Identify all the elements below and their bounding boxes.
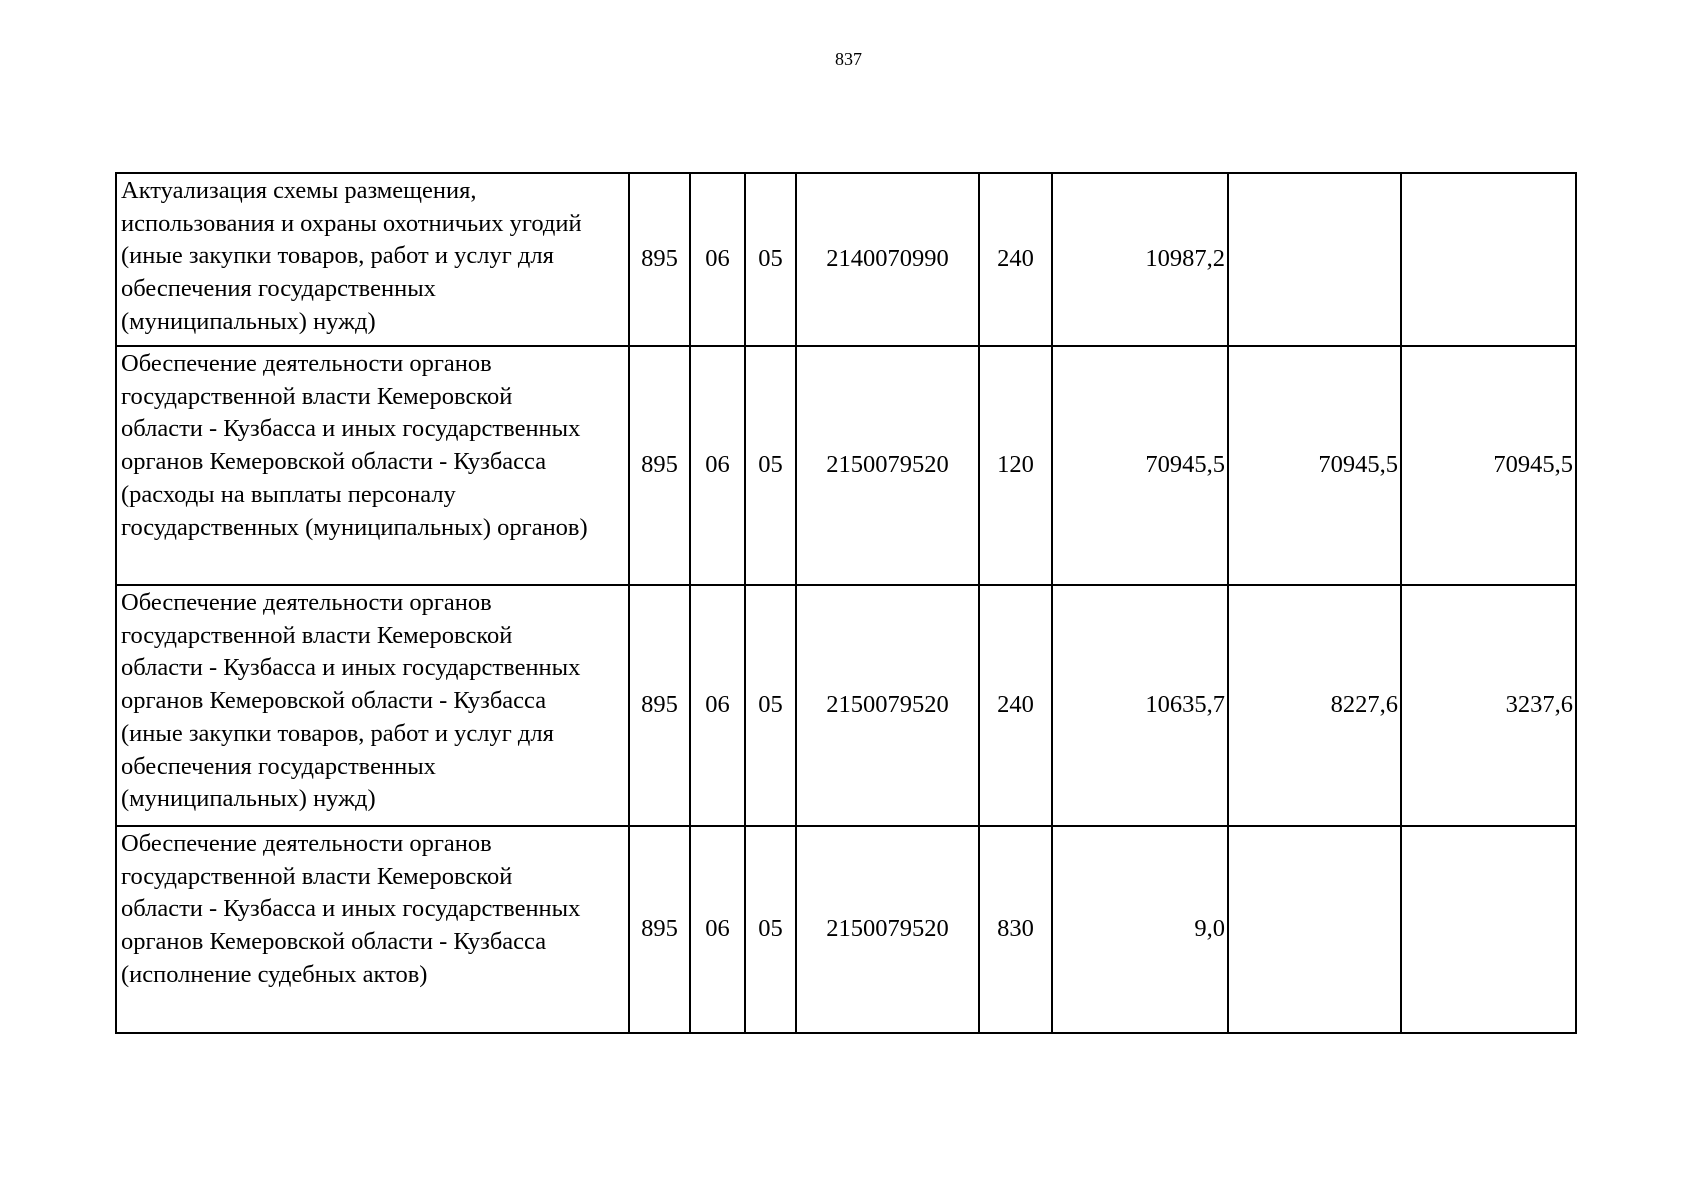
- description-cell: [116, 585, 629, 826]
- description-line: (муниципальных) нужд): [121, 785, 376, 813]
- description-line: обеспечения государственных: [121, 752, 436, 780]
- amount-cell-2: 8227,6: [1228, 585, 1401, 826]
- expense-type-cell: 830: [979, 826, 1052, 1033]
- description-cell: [116, 346, 629, 585]
- description-line: органов Кемеровской области - Кузбасса: [121, 687, 547, 715]
- expense-type-cell: 240: [979, 585, 1052, 826]
- section-code-cell: 06: [690, 173, 745, 346]
- description-line: государственной власти Кемеровской: [121, 382, 513, 410]
- subsection-code-cell: 05: [745, 826, 796, 1033]
- description-line: Обеспечение деятельности органов: [121, 350, 492, 377]
- description-line: государственных (муниципальных) органов): [121, 513, 588, 541]
- description-line: государственной власти Кемеровской: [121, 862, 513, 890]
- budget-table: [115, 172, 1577, 1034]
- amount-cell-1: 9,0: [1052, 826, 1228, 1033]
- description-cell: [116, 826, 629, 1033]
- section-code-cell: 06: [690, 826, 745, 1033]
- subsection-code-cell: 05: [745, 585, 796, 826]
- amount-cell-1: 10635,7: [1052, 585, 1228, 826]
- description-line: (расходы на выплаты персоналу: [121, 480, 456, 508]
- amount-cell-2: [1228, 826, 1401, 1033]
- description-line: (исполнение судебных актов): [121, 960, 428, 988]
- page-number: 837: [835, 49, 862, 69]
- table-row: [116, 173, 1576, 346]
- ministry-code-cell: 895: [629, 346, 690, 585]
- amount-cell-2: [1228, 173, 1401, 346]
- description-line: Обеспечение деятельности органов: [121, 830, 492, 857]
- ministry-code-cell: 895: [629, 826, 690, 1033]
- description-line: (муниципальных) нужд): [121, 307, 376, 335]
- expense-type-cell: 120: [979, 346, 1052, 585]
- amount-cell-3: [1401, 826, 1576, 1033]
- amount-cell-3: 3237,6: [1401, 585, 1576, 826]
- expense-type-cell: 240: [979, 173, 1052, 346]
- target-article-cell: 2150079520: [796, 826, 979, 1033]
- description-line: области - Кузбасса и иных государственных: [121, 415, 581, 443]
- target-article-cell: 2140070990: [796, 173, 979, 346]
- target-article-cell: 2150079520: [796, 585, 979, 826]
- description-line: (иные закупки товаров, работ и услуг для: [121, 242, 554, 270]
- description-line: государственной власти Кемеровской: [121, 621, 513, 649]
- description-cell: [116, 173, 629, 346]
- description-line: обеспечения государственных: [121, 275, 436, 303]
- table-row: [116, 826, 1576, 1033]
- subsection-code-cell: 05: [745, 173, 796, 346]
- description-line: органов Кемеровской области - Кузбасса: [121, 448, 547, 476]
- amount-cell-1: 70945,5: [1052, 346, 1228, 585]
- amount-cell-1: 10987,2: [1052, 173, 1228, 346]
- description-line: Обеспечение деятельности органов: [121, 589, 492, 616]
- description-line: органов Кемеровской области - Кузбасса: [121, 928, 547, 956]
- description-line: (иные закупки товаров, работ и услуг для: [121, 719, 554, 747]
- description-line: Актуализация схемы размещения,: [121, 177, 477, 204]
- description-line: использования и охраны охотничьих угодий: [121, 209, 582, 237]
- ministry-code-cell: 895: [629, 173, 690, 346]
- table-row: [116, 585, 1576, 826]
- ministry-code-cell: 895: [629, 585, 690, 826]
- section-code-cell: 06: [690, 585, 745, 826]
- amount-cell-3: 70945,5: [1401, 346, 1576, 585]
- target-article-cell: 2150079520: [796, 346, 979, 585]
- table-row: [116, 346, 1576, 585]
- amount-cell-2: 70945,5: [1228, 346, 1401, 585]
- description-line: области - Кузбасса и иных государственных: [121, 654, 581, 682]
- section-code-cell: 06: [690, 346, 745, 585]
- amount-cell-3: [1401, 173, 1576, 346]
- description-line: области - Кузбасса и иных государственных: [121, 895, 581, 923]
- subsection-code-cell: 05: [745, 346, 796, 585]
